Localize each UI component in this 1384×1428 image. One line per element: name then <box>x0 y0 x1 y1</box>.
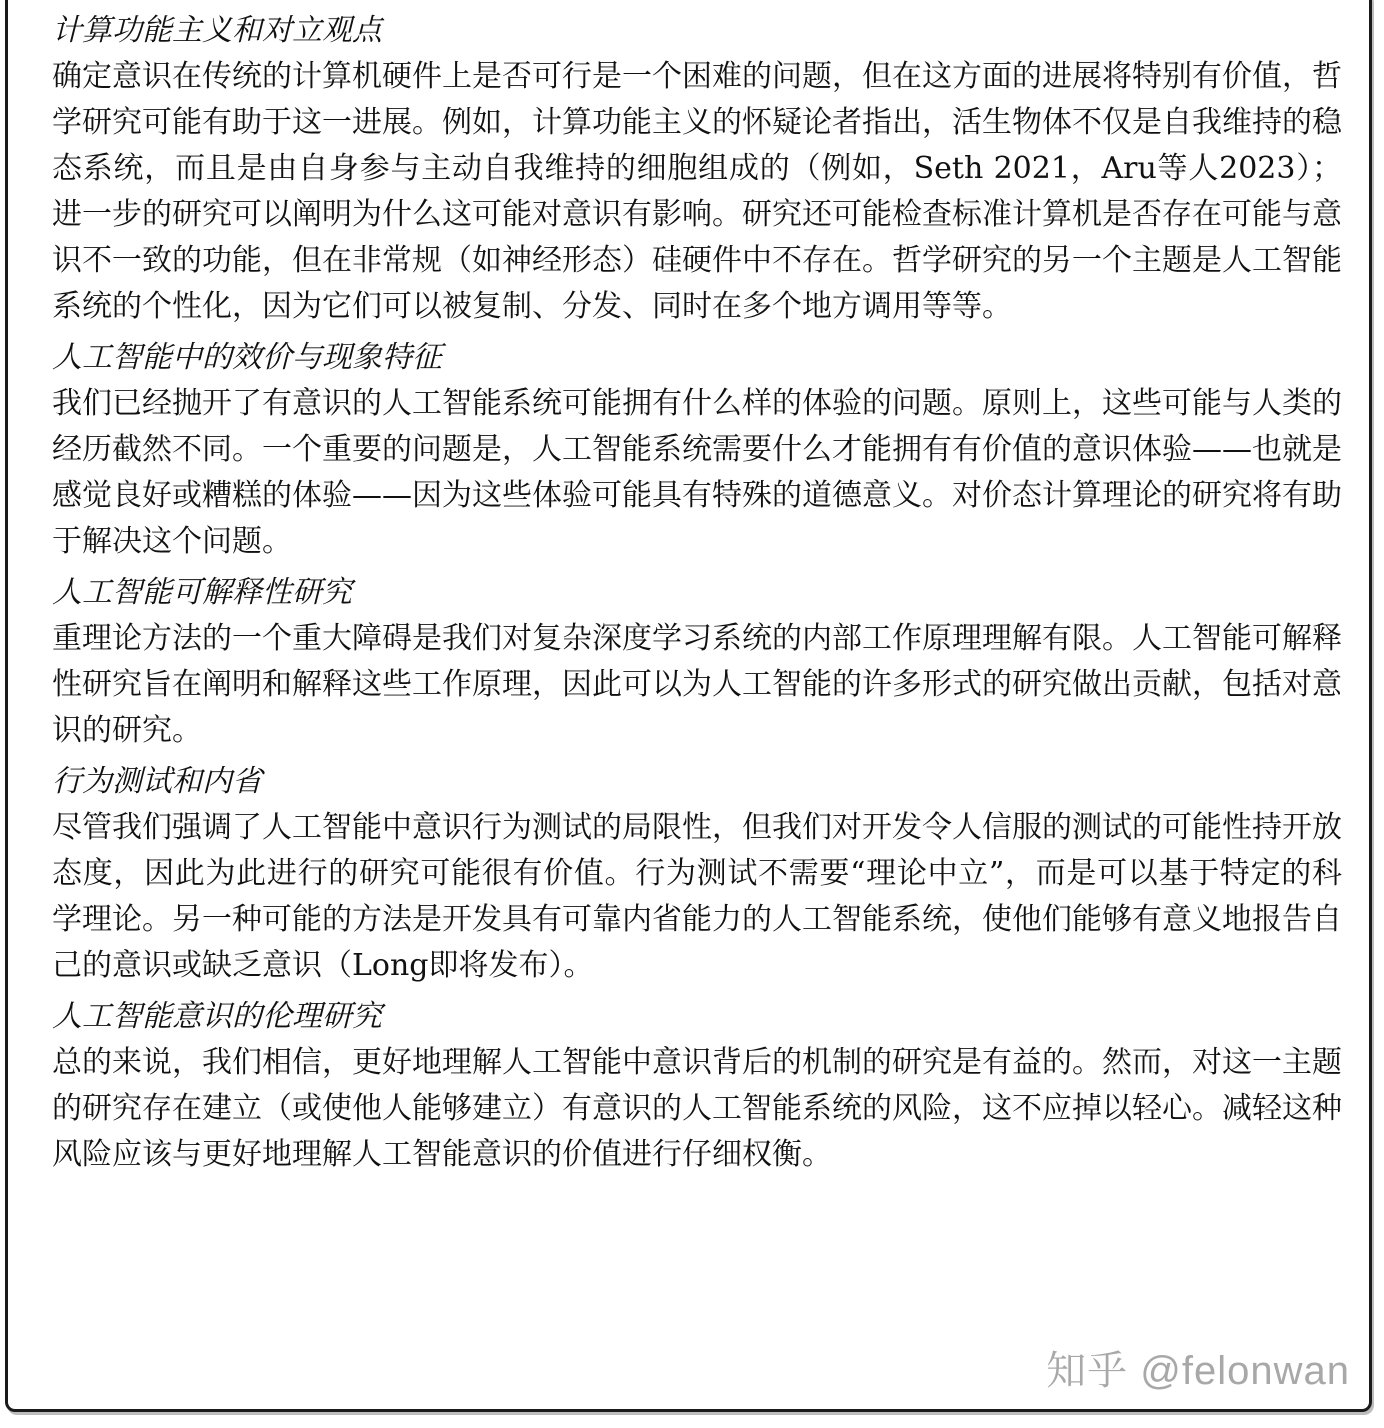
section-heading: 计算功能主义和对立观点 <box>52 13 382 48</box>
section-heading: 行为测试和内省 <box>52 764 262 799</box>
section-paragraph: 总的来说，我们相信，更好地理解人工智能中意识背后的机制的研究是有益的。然而，对这一主题的研究存在建立（或使他人能够建立）有意识的人工智能系统的风险，这不应掉以轻心。减轻这种风险应该与更好地理解人工智能意识的价值进行仔细权衡。 <box>52 1045 1342 1172</box>
section-paragraph: 重理论方法的一个重大障碍是我们对复杂深度学习系统的内部工作原理理解有限。人工智能可解释性研究旨在阐明和解释这些工作原理，因此可以为人工智能的许多形式的研究做出贡献，包括对意识的研究。 <box>52 621 1342 748</box>
section-heading: 人工智能可解释性研究 <box>52 575 352 610</box>
section-heading: 人工智能中的效价与现象特征 <box>52 340 442 375</box>
zhihu-watermark: 知乎 @felonwan <box>1046 1349 1350 1393</box>
section-ethics <box>52 994 1342 1178</box>
section-paragraph: 确定意识在传统的计算机硬件上是否可行是一个困难的问题，但在这方面的进展将特别有价值，哲学研究可能有助于这一进展。例如，计算功能主义的怀疑论者指出，活生物体不仅是自我维持的稳态系统，而且是由自身参与主动自我维持的细胞组成的（例如，Seth 2021，Aru等人2023）；进一步的研究可以阐明为什么这可能对意识有影响。研究还可能检查标准计算机是否存在可能与意识不一致的功能，但在非常规（如神经形态）硅硬件中不存在。哲学研究的另一个主题是人工智能系统的个性化，因为它们可以被复制、分发、同时在多个地方调用等等。 <box>52 59 1342 324</box>
section-computational-functionalism <box>52 8 1342 330</box>
section-paragraph: 尽管我们强调了人工智能中意识行为测试的局限性，但我们对开发令人信服的测试的可能性持开放态度，因此为此进行的研究可能很有价值。行为测试不需要“理论中立”，而是可以基于特定的科学理论。另一种可能的方法是开发具有可靠内省能力的人工智能系统，使他们能够有意义地报告自己的意识或缺乏意识（Long即将发布）。 <box>52 810 1342 983</box>
section-paragraph: 我们已经抛开了有意识的人工智能系统可能拥有什么样的体验的问题。原则上，这些可能与人类的经历截然不同。一个重要的问题是，人工智能系统需要什么才能拥有有价值的意识体验——也就是感觉良好或糟糕的体验——因为这些体验可能具有特殊的道德意义。对价态计算理论的研究将有助于解决这个问题。 <box>52 386 1342 559</box>
section-behavioral-tests <box>52 759 1342 989</box>
section-interpretability <box>52 570 1342 754</box>
section-heading: 人工智能意识的伦理研究 <box>52 999 382 1034</box>
document-body <box>52 8 1342 1183</box>
section-valence-phenomenal <box>52 335 1342 565</box>
